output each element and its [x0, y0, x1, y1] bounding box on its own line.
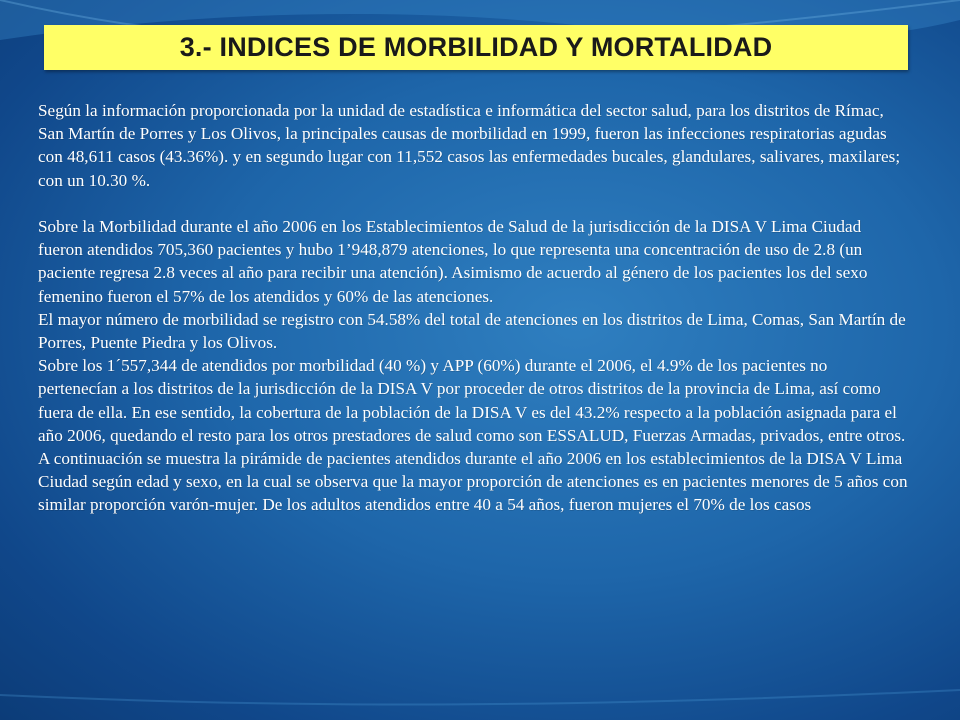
paragraph-morbilidad-1999: Según la información proporcionada por la unidad de estadística e informática del sector salud, para los distritos de Rímac, San Martín de Porres y Los Olivos, la principales causas de morbilidad en 1999, fueron las infecciones respiratorias agudas con 48,611 casos (43.36%). y en segundo lugar con 11,552 casos las enfermedades bucales, glandulares, salivares, maxilares; con un 10.30 %. — [38, 101, 901, 190]
paragraph-piramide: A continuación se muestra la pirámide de pacientes atendidos durante el año 2006 en los establecimientos de la DISA V Lima Ciudad según edad y sexo, en la cual se observa que la mayor proporción de atenciones es en pacientes menores de 5 años con similar proporción varón-mujer. De los adultos atendidos entre 40 a 54 años, fueron mujeres el 70% de los casos — [38, 449, 908, 515]
slide-title: 3.- INDICES DE MORBILIDAD Y MORTALIDAD — [179, 32, 773, 62]
paragraph-spacer — [38, 192, 908, 215]
paragraph-morbilidad-2006: Sobre la Morbilidad durante el año 2006 en los Establecimientos de Salud de la jurisdicción de la DISA V Lima Ciudad fueron atendidos 705,360 pacientes y hubo 1’948,879 atenciones, lo que representa una concentración de uso de 2.8 (un paciente regresa 2.8 veces al año para recibir una atención). Asimismo de acuerdo al género de los pacientes los del sexo femenino fueron el 57% de los atendidos y 60% de las atenciones. — [38, 217, 868, 306]
paragraph-cobertura: Sobre los 1´557,344 de atendidos por morbilidad (40 %) y APP (60%) durante el 2006, el 4.9% de los pacientes no pertenecían a los distritos de la jurisdicción de la DISA V por proceder de otros distritos de la provincia de Lima, así como fuera de ella. En ese sentido, la cobertura de la población de la DISA V es del 43.2% respecto a la población asignada para el año 2006, quedando el resto para los otros prestadores de salud como son ESSALUD, Fuerzas Armadas, privados, entre otros. — [38, 356, 906, 445]
paragraph-mayor-numero: El mayor número de morbilidad se registro con 54.58% del total de atenciones en los distritos de Lima, Comas, San Martín de Porres, Puente Piedra y los Olivos. — [38, 309, 906, 353]
slide-body — [38, 99, 908, 517]
title-banner — [44, 25, 908, 70]
